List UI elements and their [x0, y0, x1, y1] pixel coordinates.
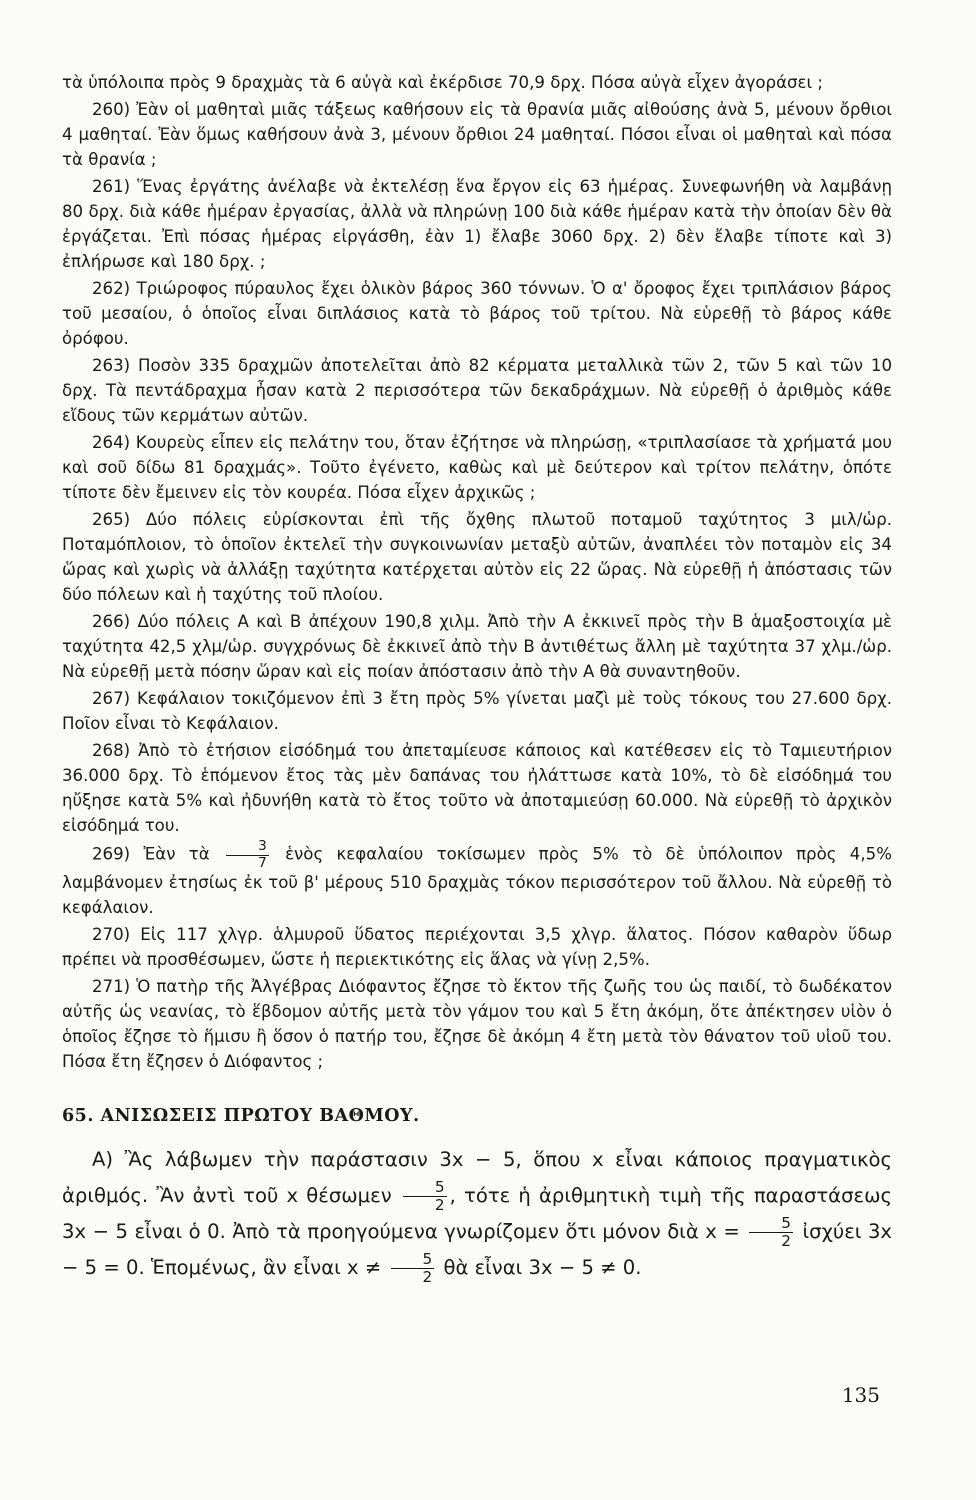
fraction-five-halves-3 — [391, 1249, 435, 1287]
fraction-five-halves-2 — [749, 1213, 793, 1251]
problem-268: 268) Ἀπὸ τὸ ἐτήσιον εἰσόδημά του ἀπεταμίευσε κάποιος καὶ κατέθεσεν εἰς τὸ Ταμιευτήριον 36.000 δρχ. Τὸ ἑπόμενον ἔτος τὰς μὲν δαπάνας του ἠλάττωσε κατὰ 10%, τὸ δὲ εἰσόδημά του ηὔξησε κατὰ 5% καὶ ἠδυνήθη κατὰ τὸ ἔτος τοῦτο νὰ ἀποταμιεύσῃ 60.000. Νὰ εὑρεθῇ τὸ ἀρχικὸν εἰσόδημά του. — [62, 741, 892, 835]
fraction-denominator: 7 — [258, 854, 267, 871]
problem-271: 271) Ὁ πατὴρ τῆς Ἀλγέβρας Διόφαντος ἔζησε τὸ ἕκτον τῆς ζωῆς του ὡς παιδί, τὸ δωδέκατον αὐτῆς ὡς νεανίας, τὸ ἕβδομον αὐτῆς μετὰ τὸν γάμον του καὶ 5 ἔτη ἀκόμη, ὅτε ἀπέκτησεν υἱὸν ὁ ὁποῖος ἔζησε τὸ ἥμισυ ἢ ὅσον ὁ πατήρ του, ἔζησε δὲ ἀκόμη 4 ἔτη μετὰ τὸν θάνατον τοῦ υἱοῦ του. Πόσα ἔτη ἔζησεν ὁ Διόφαντος ; — [62, 977, 892, 1072]
fraction-three-sevenths — [226, 840, 269, 870]
fraction-numerator: 5 — [391, 1252, 435, 1269]
problem-267: 267) Κεφάλαιον τοκιζόμενον ἐπὶ 3 ἔτη πρὸς 5% γίνεται μαζὶ μὲ τοὺς τόκους του 27.600 δρχ. Ποῖον εἶναι τὸ Κεφάλαιον. — [62, 689, 892, 733]
problem-269-rest: ἑνὸς κεφαλαίου τοκίσωμεν πρὸς 5% τὸ δὲ ὑπόλοιπον πρὸς 4,5% λαμβάνομεν ἐτησίως ἐκ τοῦ β' μέρους 510 δραχμὰς τόκον περισσότερον τοῦ ἄλλου. Νὰ εὑρεθῇ τὸ κεφάλαιον. — [62, 844, 892, 918]
fraction-denominator: 2 — [422, 1268, 433, 1287]
problem-270: 270) Εἰς 117 χλγρ. ἁλμυροῦ ὕδατος περιέχονται 3,5 χλγρ. ἅλατος. Πόσον καθαρὸν ὕδωρ πρέπει νὰ προσθέσωμεν, ὥστε ἡ περιεκτικότης εἰς ἅλας νὰ γίνῃ 2,5%. — [62, 925, 892, 970]
section-paragraph — [62, 1142, 892, 1286]
fraction-numerator: 5 — [403, 1180, 447, 1197]
problem-260: 260) Ἐὰν οἱ μαθηταὶ μιᾶς τάξεως καθήσουν εἰς τὰ θρανία μιᾶς αἰθούσης ἀνὰ 5, μένουν ὄρθιοι 4 μαθηταί. Ἐὰν ὅμως καθήσουν ἀνὰ 3, μένουν ὄρθιοι 24 μαθηταί. Πόσοι εἶναι οἱ μαθηταὶ καὶ πόσα τὰ θρανία ; — [62, 100, 892, 169]
problem-262: 262) Τριώροφος πύραυλος ἔχει ὁλικὸν βάρος 360 τόννων. Ὁ α' ὄροφος ἔχει τριπλάσιον βάρος τοῦ μεσαίου, ὁ ὁποῖος εἶναι διπλάσιος κατὰ τὸ βάρος τοῦ τρίτου. Νὰ εὑρεθῇ τὸ βάρος κάθε ὀρόφου. — [62, 279, 892, 348]
intro-paragraph: τὰ ὑπόλοιπα πρὸς 9 δραχμὰς τὰ 6 αὐγὰ καὶ ἐκέρδισε 70,9 δρχ. Πόσα αὐγὰ εἶχεν ἀγοράσει ; — [62, 73, 823, 92]
section-text-3: ἰσχύει 3x − 5 = 0. Ἑπομένως, ἂν εἶναι x ≠ — [62, 1220, 893, 1280]
problem-269-lead: 269) Ἐὰν τὰ — [92, 844, 210, 864]
page-number: 135 — [841, 1383, 880, 1407]
problem-261: 261) Ἕνας ἐργάτης ἀνέλαβε νὰ ἐκτελέσῃ ἕνα ἔργον εἰς 63 ἡμέρας. Συνεφωνήθη νὰ λαμβάνῃ 80 δρχ. διὰ κάθε ἡμέραν ἐργασίας, ἀλλὰ νὰ πληρώνῃ 100 διὰ κάθε ἡμέραν κατὰ τὴν ὁποίαν δὲν θὰ ἐργάζεται. Ἐπὶ πόσας ἡμέρας εἰργάσθη, ἐὰν 1) ἔλαβε 3060 δρχ. 2) δὲν ἔλαβε τίποτε καὶ 3) ἐπλήρωσε καὶ 180 δρχ. ; — [62, 177, 892, 271]
fraction-numerator: 5 — [749, 1216, 793, 1233]
problem-265: 265) Δύο πόλεις εὑρίσκονται ἐπὶ τῆς ὄχθης πλωτοῦ ποταμοῦ ταχύτητος 3 μιλ/ὡρ. Ποταμόπλοιον, τὸ ὁποῖον ἐκτελεῖ τὴν συγκοινωνίαν μεταξὺ αὐτῶν, ἀναπλέει τὸν ποταμὸν εἰς 34 ὥρας καὶ χωρὶς νὰ ἀλλάξῃ ταχύτητα κατέρχεται αὐτὸν εἰς 22 ὥρας. Νὰ εὑρεθῇ ἡ ἀπόστασις τῶν δύο πόλεων καὶ ἡ ταχύτης τοῦ πλοίου. — [62, 510, 892, 604]
problem-266: 266) Δύο πόλεις Α καὶ Β ἀπέχουν 190,8 χιλμ. Ἀπὸ τὴν Α ἐκκινεῖ πρὸς τὴν Β ἁμαξοστοιχία μὲ ταχύτητα 42,5 χλμ/ὡρ. συγχρόνως δὲ ἐκκινεῖ ἀπὸ τὴν Β ἀντιθέτως ἄλλη μὲ ταχύτητα 37 χλμ./ὡρ. Νὰ εὑρεθῇ μετὰ πόσην ὥραν καὶ εἰς ποίαν ἀπόστασιν ἀπὸ τὴν Α θὰ συναντηθοῦν. — [62, 612, 892, 681]
problem-264: 264) Κουρεὺς εἶπεν εἰς πελάτην του, ὅταν ἐζήτησε νὰ πληρώσῃ, «τριπλασίασε τὰ χρήματά μου καὶ σοῦ δίδω 81 δραχμάς». Τοῦτο ἐγένετο, καθὼς καὶ μὲ δεύτερον καὶ τρίτον πελάτην, ὁπότε τίποτε δὲν ἔμεινεν εἰς τὸν κουρέα. Πόσα εἶχεν ἀρχικῶς ; — [62, 433, 892, 502]
page-content — [62, 70, 892, 1306]
fraction-denominator: 2 — [434, 1196, 445, 1215]
problem-269 — [62, 840, 892, 920]
section-text-1: Α) Ἂς λάβωμεν τὴν παράστασιν 3x − 5, ὅπου x εἶναι κάποιος πραγματικὸς ἀριθμός. Ἂν ἀντὶ τοῦ x θέσωμεν — [62, 1148, 892, 1208]
fraction-denominator: 2 — [781, 1232, 791, 1251]
problem-263: 263) Ποσὸν 335 δραχμῶν ἀποτελεῖται ἀπὸ 82 κέρματα μεταλλικὰ τῶν 2, τῶν 5 καὶ τῶν 10 δρχ. Τὰ πεντάδραχμα ἦσαν κατὰ 2 περισσότερα τῶν δεκαδράχμων. Νὰ εὑρεθῇ ὁ ἀριθμὸς κάθε εἴδους τῶν κερμάτων αὐτῶν. — [62, 356, 892, 425]
fraction-five-halves-1 — [403, 1177, 447, 1215]
section-text-2: , τότε ἡ ἀριθμητικὴ τιμὴ τῆς παραστάσεως 3x − 5 εἶναι ὁ 0. Ἀπὸ τὰ προηγούμενα γνωρίζομεν ὅτι μόνον διὰ x = — [62, 1184, 892, 1244]
fraction-numerator: 3 — [226, 840, 269, 856]
section-heading: 65. ΑΝΙΣΩΣΕΙΣ ΠΡΩΤΟΥ ΒΑΘΜΟΥ. — [62, 1106, 420, 1127]
section-text-4: θὰ εἶναι 3x − 5 ≠ 0. — [443, 1256, 642, 1280]
